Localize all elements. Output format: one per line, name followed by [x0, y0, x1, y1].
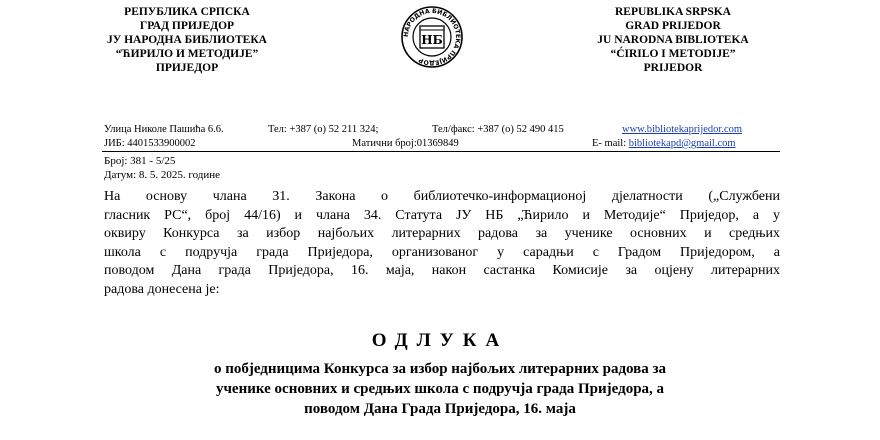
header-left-line: ЈУ НАРОДНА БИБЛИОТЕКА [107, 34, 267, 46]
body-paragraph [104, 188, 780, 299]
header-left-line: ПРИЈЕДОР [155, 62, 219, 74]
decision-title: ОДЛУКА [371, 330, 509, 351]
header-right-line: “ĆIRILO I METODIJE” [610, 48, 736, 60]
header-divider [102, 151, 780, 152]
contact-mat: Матични број:01369849 [352, 138, 459, 149]
header-left-line: “ЋИРИЛО И МЕТОДИЈЕ” [115, 48, 259, 60]
header-right-line: JU NARODNA BIBLIOTEKA [597, 34, 749, 46]
subtitle-line: поводом Дана Града Приједора, 16. маја [304, 401, 576, 417]
document-number: Број: 381 - 5/25 [104, 155, 176, 167]
body-line: школа с подручја града Приједора, организованог у сарадњи с Градом Приједором, а [104, 244, 780, 260]
subtitle-line: ученике основних и средњих школа с подручја града Приједора, а [215, 381, 665, 397]
body-line: оквиру Конкурса за избор најбољих литерарних радова за ученике основних и средњих [104, 226, 780, 241]
contact-tel: Тел: +387 (o) 52 211 324; [268, 124, 379, 135]
email-link[interactable]: bibliotekapd@gmail.com [628, 138, 736, 149]
seal-ring-text: НАРОДНА БИБЛИОТЕКА ПРИЈЕДОР [402, 7, 462, 67]
decision-subtitle [0, 359, 880, 419]
header-right-line: PRIJEDOR [643, 62, 703, 74]
contact-address: Улица Николе Пашића 6.6. [104, 124, 224, 135]
body-line: На основу члана 31. Закона о библиотечко-информационој дјелатности („Службени [104, 189, 780, 204]
body-line: радова донесена је: [104, 281, 220, 297]
subtitle-line: о побједницима Конкурса за избор најбољих литерарних радова за [213, 361, 667, 377]
header-left-line: РЕПУБЛИКА СРПСКА [124, 6, 250, 18]
header-right-line: REPUBLIKA SRPSKA [615, 6, 731, 18]
library-seal-icon [400, 4, 464, 70]
seal-monogram: НБ [421, 33, 443, 47]
body-line: поводом Дана града Приједора, 16. маја, након састанка Комисије за оцјену литерарних [104, 263, 780, 278]
header-right-line: GRAD PRIJEDOR [625, 20, 721, 32]
contact-telfax: Тел/факс: +387 (o) 52 490 415 [432, 124, 564, 135]
document-date: Датум: 8. 5. 2025. године [104, 169, 221, 181]
body-line: гласник РС“, број 44/16) и члана 34. Статута ЈУ НБ „Ћирило и Методије“ Приједор, а у [104, 207, 780, 223]
website-link[interactable]: www.bibliotekaprijedor.com [622, 124, 743, 135]
contact-email [592, 137, 736, 150]
header-right [528, 5, 818, 75]
header-left-line: ГРАД ПРИЈЕДОР [139, 20, 235, 32]
contact-website [622, 123, 742, 136]
contact-jib: ЈИБ: 4401533900002 [104, 138, 196, 149]
header-left [42, 5, 332, 75]
email-label: E- mail: [592, 138, 627, 149]
